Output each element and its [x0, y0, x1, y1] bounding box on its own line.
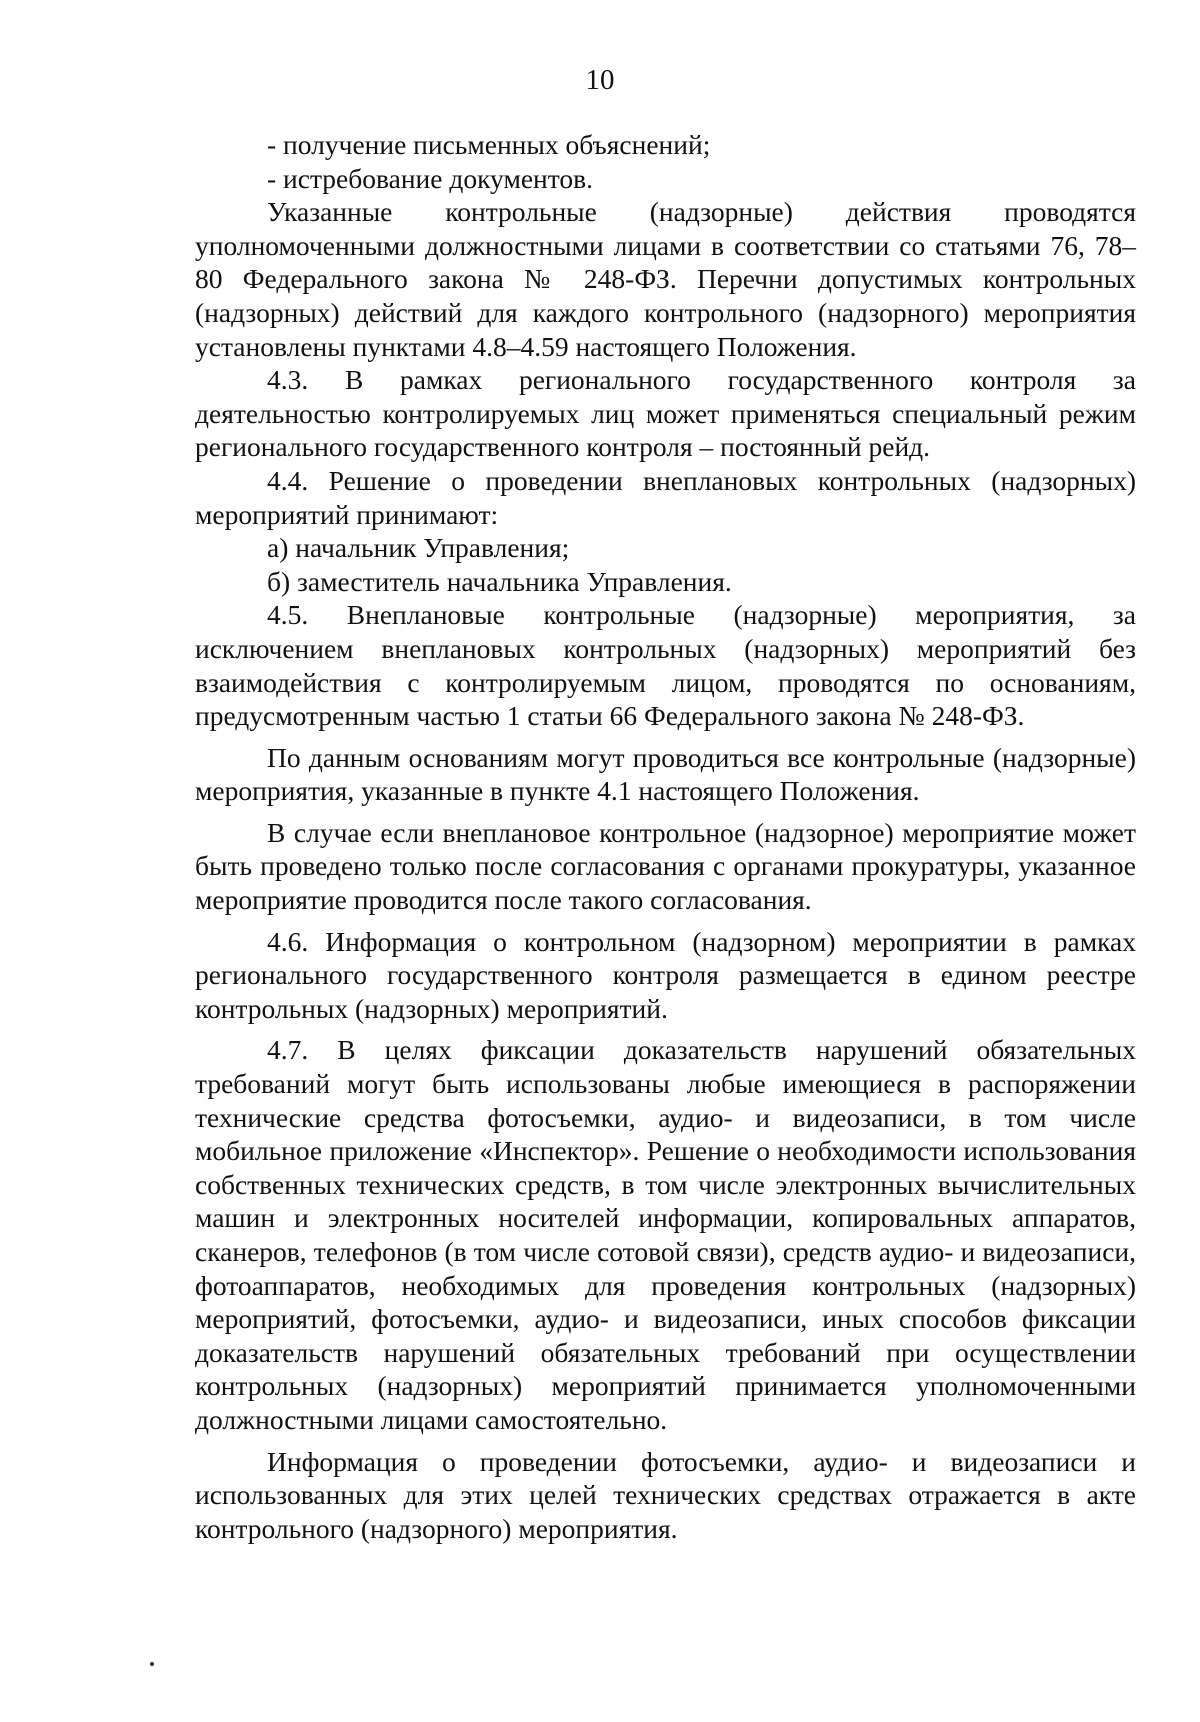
list-item-head-of-department: а) начальник Управления;: [267, 532, 570, 564]
paragraph-control-actions: Указанные контрольные (надзорные) действия проводятся уполномоченными должностными лицами в соответствии со статьями 76, 78–80 Федерального закона № 248-ФЗ. Перечни допустимых контрольных (надзорных) действий для каждого контрольного (надзорного) мероприятия установлены пунктами 4.8–4.59 настоящего Положения.: [195, 196, 1136, 362]
scan-dot-mark: [150, 1662, 154, 1666]
paragraph-4-4-decision: 4.4. Решение о проведении внеплановых контрольных (надзорных) мероприятий принимают:: [195, 464, 1136, 530]
document-body: [195, 128, 1136, 1545]
paragraph-prosecutor-approval: В случае если внеплановое контрольное (надзорное) мероприятие может быть проведено только после согласования с органами прокуратуры, указанное мероприятие проводится после такого согласования.: [195, 816, 1136, 916]
paragraph-grounds: По данным основаниям могут проводиться все контрольные (надзорные) мероприятия, указанные в пункте 4.1 настоящего Положения.: [195, 741, 1136, 807]
paragraph-recording-information: Информация о проведении фотосъемки, аудио- и видеозаписи и использованных для этих целей технических средствах отражается в акте контрольного (надзорного) мероприятия.: [195, 1445, 1136, 1544]
list-item-deputy-head: б) заместитель начальника Управления.: [267, 565, 732, 597]
paragraph-document-request: - истребование документов.: [267, 162, 594, 194]
page-number: 10: [585, 64, 615, 96]
paragraph-4-7-evidence-recording: 4.7. В целях фиксации доказательств нарушений обязательных требований могут быть использованы любые имеющиеся в распоряжении технические средства фотосъемки, аудио- и видеозаписи, в том числе мобильное приложение «Инспектор». Решение о необходимости использования собственных технических средств, в том числе электронных вычислительных машин и электронных носителей информации, копировальных аппаратов, сканеров, телефонов (в том числе сотовой связи), средств аудио- и видеозаписи, фотоаппаратов, необходимых для проведения контрольных (надзорных) мероприятий, фотосъемки, аудио- и видеозаписи, иных способов фиксации доказательств нарушений обязательных требований при осуществлении контрольных (надзорных) мероприятий принимается уполномоченными должностными лицами самостоятельно.: [195, 1034, 1136, 1435]
paragraph-written-explanations: - получение письменных объяснений;: [267, 129, 711, 160]
paragraph-4-3-permanent-raid: 4.3. В рамках регионального государственного контроля за деятельностью контролируемых лиц может применяться специальный режим регионального государственного контроля – постоянный рейд.: [195, 364, 1136, 463]
paragraph-4-6-registry: 4.6. Информация о контрольном (надзорном) мероприятии в рамках регионального государственного контроля размещается в едином реестре контрольных (надзорных) мероприятий.: [195, 925, 1136, 1024]
paragraph-4-5-unscheduled-measures: 4.5. Внеплановые контрольные (надзорные) мероприятия, за исключением внеплановых контрольных (надзорных) мероприятий без взаимодействия с контролируемым лицом, проводятся по основаниям, предусмотренным частью 1 статьи 66 Федерального закона № 248-ФЗ.: [195, 599, 1136, 732]
